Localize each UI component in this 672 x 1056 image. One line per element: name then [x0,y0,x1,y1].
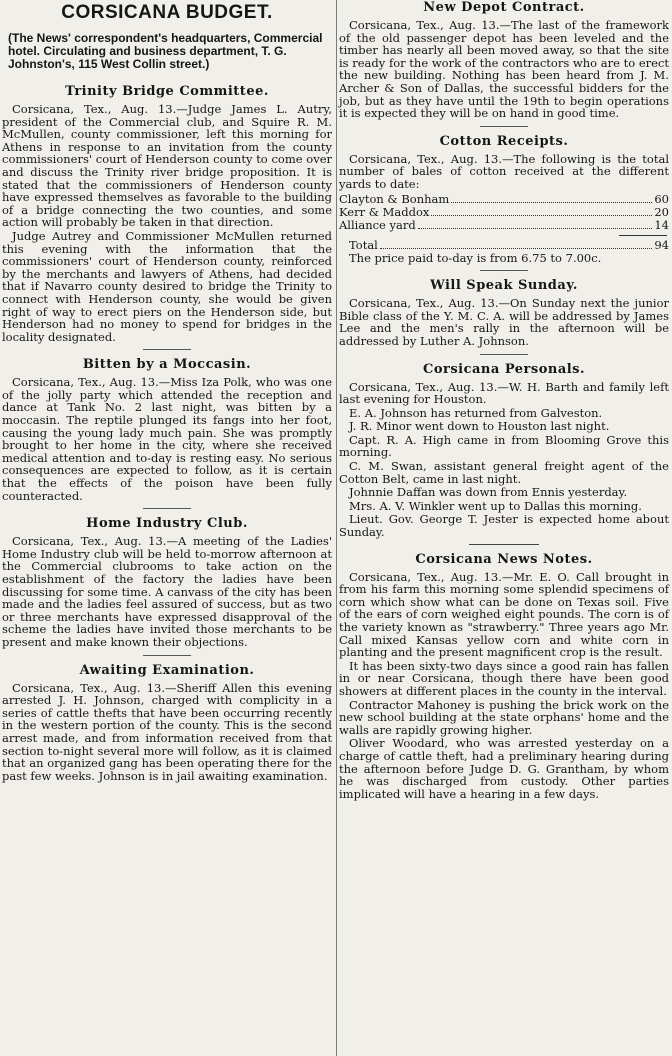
total-label: Total [349,237,378,252]
section-rule [143,655,191,656]
personal-item: Johnnie Daffan was down from Ennis yesterday. [349,485,628,500]
article-headline: Corsicana Personals. [422,361,586,377]
section-rule [143,349,191,350]
right-column [339,0,669,800]
article-new-depot [339,0,669,120]
leader-dots [431,215,652,216]
leader-dots [451,202,652,203]
cotton-row [339,206,669,219]
personal-item: Lieut. Gov. George T. Jester is expected home about Sunday. [339,512,669,540]
personal-item: C. M. Swan, assistant general freight agent of the Cotton Belt, came in last night. [339,459,669,486]
correspondent-notice: (The News' correspondent's headquarters, Commercial hotel. Circulating and business department, T. G. Johnston's, 115 West Collin street.) [8,31,323,71]
personal-item: E. A. Johnson has returned from Galveston. [349,405,603,420]
bale-count: 20 [654,204,669,219]
personal-item: Capt. R. A. High came in from Blooming Grove this morning. [339,432,669,460]
article-headline: Corsicana News Notes. [415,551,593,567]
article-paragraph: It has been sixty-two days since a good rain has fallen in or near Corsicana, though there have been good showers at different places in the county in the interval. [339,658,669,698]
article-paragraph: Contractor Mahoney is pushing the brick work on the new school building at the state orphans' home and the walls are rapidly growing higher. [339,697,669,737]
cotton-total-row [339,239,669,252]
bale-count: 60 [654,191,669,206]
section-rule [143,508,191,509]
cotton-row [339,219,669,232]
yard-name: Alliance yard [339,217,416,232]
article-cotton-receipts [339,134,669,264]
section-rule [480,354,528,355]
sum-rule [619,235,667,236]
article-paragraph: Corsicana, Tex., Aug. 13.—On Sunday next the junior Bible class of the Y. M. C. A. will be addressed by James Lee and the men's rally in the afternoon will be addressed by Luther A. Johnson. [339,296,669,348]
article-home-industry [2,516,332,648]
article-paragraph: Corsicana, Tex., Aug. 13.—A meeting of the Ladies' Home Industry club will be held to-morrow afternoon at the Commercial clubrooms to take action on the establishment of the factory the ladies have been discussing for some time. A canvass of the city has been made and the ladies feel assured of success, but as two or three merchants have expressed disapproval of the scheme the ladies have invited those merchants to be present and make known their objections. [2,534,332,649]
article-headline: Cotton Receipts. [439,133,569,149]
section-rule [480,126,528,127]
article-paragraph: Oliver Woodard, who was arrested yesterday on a charge of cattle theft, had a preliminary hearing during the afternoon before Judge D. G. Grantham, by whom he was discharged from custody. Other parties implicated will have a hearing in a few days. [339,736,669,801]
personal-item: J. R. Minor went down to Houston last night. [349,419,610,434]
section-rule [469,544,539,545]
column-divider [336,0,337,1056]
bale-count: 14 [654,217,669,232]
article-paragraph: Judge Autrey and Commissioner McMullen returned this evening with the information that the commissioners' court of Henderson county, reinforced by the merchants and lawyers of Athens, had decided that if Navarro county desired to bridge the Trinity to connect with Henderson county, she would be given right of way to erect piers on the Henderson side, but Henderson had no money to spend for bridges in the locality designated. [2,228,332,344]
article-will-speak [339,278,669,347]
leader-dots [380,248,653,249]
section-rule [480,270,528,271]
article-headline: Will Speak Sunday. [430,278,578,294]
article-headline: Bitten by a Moccasin. [82,357,252,373]
article-personals [339,362,669,539]
article-paragraph: Corsicana, Tex., Aug. 13.—Judge James L. Autry, president of the Commercial club, and Squire R. M. McMullen, county commissioner, left this morning for Athens in response to an invitation from the county commissioners' court of Henderson county to come over and discuss the Trinity river bridge proposition. It is stated that the commissioners of Henderson county have expressed themselves as favorable to the building of a bridge connecting the two counties, and some action will probably be taken in that direction. [2,102,332,230]
article-headline: Awaiting Examination. [79,662,255,678]
article-paragraph: Corsicana, Tex., Aug. 13.—The last of the framework of the old passenger depot has been leveled and the timber has nearly all been moved away, so that the site is ready for the work of the contractors who are to erect the new building. Nothing has been heard from J. M. Archer & Son of Dallas, the successful bidders for the job, but as they have until the 19th to begin operations it is expected they will be on hand in good time. [339,18,669,121]
total-value: 94 [654,237,669,252]
article-headline: Home Industry Club. [86,516,248,532]
article-headline: Trinity Bridge Committee. [65,84,269,99]
article-paragraph: Corsicana, Tex., Aug. 13.—Miss Iza Polk, who was one of the jolly party which attended the reception and dance at Tank No. 2 last night, was bitten by a moccasin. The reptile plunged its fangs into her foot, causing the young lady much pain. She was promptly brought to her home in the city, where she received medical attention and to-day is resting easy. No serious consequences are expected to follow, as it is certain that the effects of the poison have been fully counteracted. [2,375,332,503]
article-paragraph: Corsicana, Tex., Aug. 13.—Sheriff Allen this evening arrested J. H. Johnson, charged with complicity in a series of cattle thefts that have been occurring recently in the western portion of the county. This is the second arrest made, and from information received from that section to-night several more will follow, as it is claimed that an organized gang has been operating there for the past few weeks. Johnson is in jail awaiting examination. [2,680,332,783]
article-paragraph: Corsicana, Tex., Aug. 13.—The following is the total number of bales of cotton received at the different yards to date: [339,151,669,191]
masthead: CORSICANA BUDGET. [61,2,273,23]
yard-name: Clayton & Bonham [339,191,450,206]
article-news-notes [339,552,669,801]
article-awaiting-examination [2,663,332,783]
article-moccasin [2,357,332,502]
personal-item: Mrs. A. V. Winkler went up to Dallas this morning. [349,498,642,513]
leader-dots [418,228,653,229]
personal-item: Corsicana, Tex., Aug. 13.—W. H. Barth and family left last evening for Houston. [339,379,669,407]
yard-name: Kerr & Maddox [339,204,430,219]
article-headline: New Depot Contract. [423,0,585,15]
left-column [2,0,332,782]
article-trinity-bridge [2,84,332,343]
cotton-table [339,193,669,252]
article-paragraph: Corsicana, Tex., Aug. 13.—Mr. E. O. Call brought in from his farm this morning some splendid specimens of corn which show what can be done on Texas soil. Five of the ears of corn weighed eight pounds. The corn is of the variety known as "strawberry." Three years ago Mr. Call mixed Kansas yellow corn and white corn in planting and the present magnificent crop is the result. [339,569,669,660]
cotton-price: The price paid to-day is from 6.75 to 7.00c. [349,250,602,265]
cotton-row [339,193,669,206]
